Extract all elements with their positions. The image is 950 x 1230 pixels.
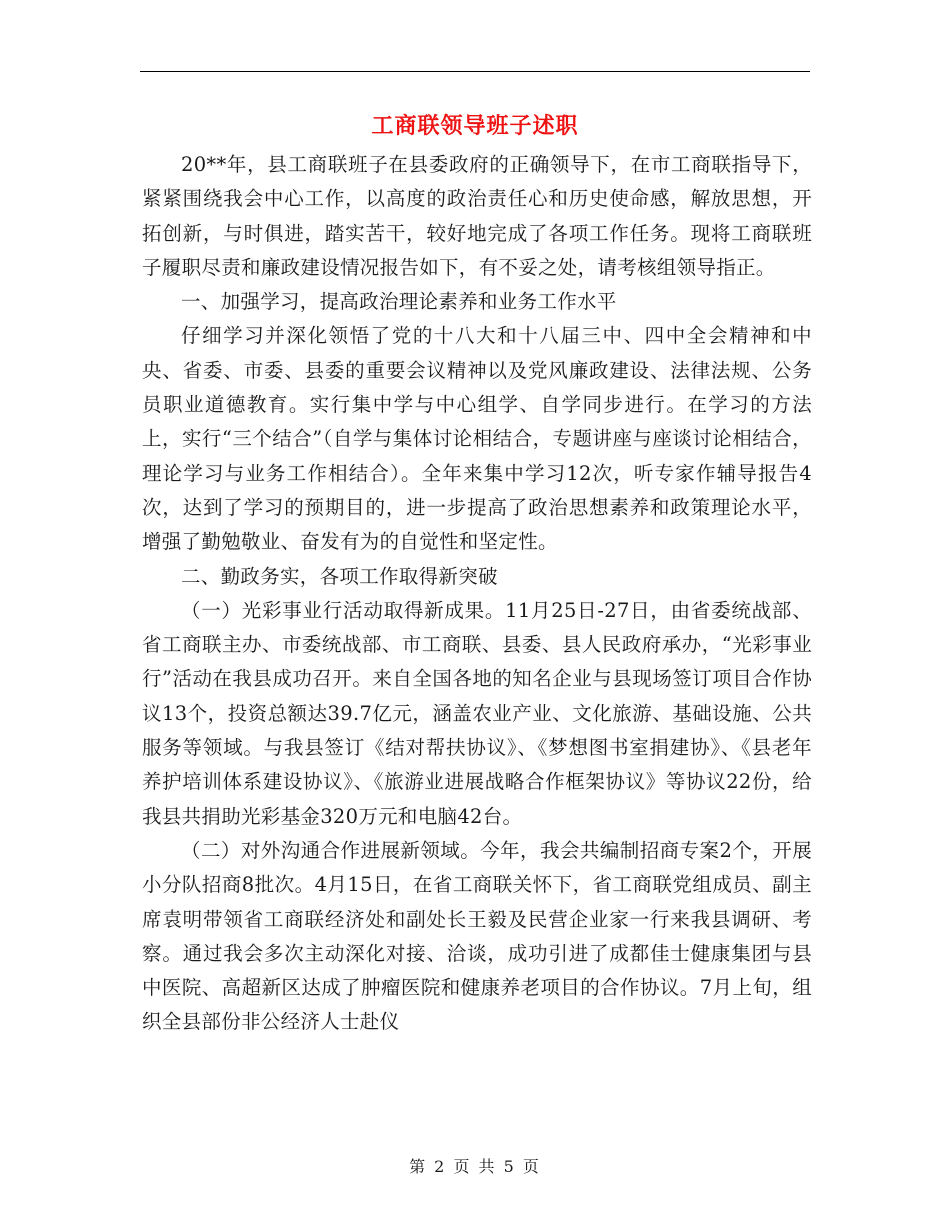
section-heading-1: 一、加强学习，提高政治理论素养和业务工作水平 [181, 290, 617, 314]
paragraph-study: 仔细学习并深化领悟了党的十八大和十八届三中、四中全会精神和中央、省委、市委、县委的重要会议精神以及党风廉政建设、法律法规、公务员职业道德教育。实行集中学与中心组学、自学同步进行。在学习的方法上，实行“三个结合”（自学与集体讨论相结合，专题讲座与座谈讨论相结合，理论学习与业务工作相结合）。全年来集中学习12次，听专家作辅导报告4次，达到了学习的预期目的，进一步提高了政治思想素养和政策理论水平，增强了勤勉敬业、奋发有为的自觉性和坚定性。 [142, 324, 812, 554]
document-body [142, 148, 812, 1040]
paragraph-guangcai: （一）光彩事业行活动取得新成果。11月25日-27日，由省委统战部、省工商联主办、市委统战部、市工商联、县委、县人民政府承办，“光彩事业行”活动在我县成功召开。来自全国各地的知名企业与县现场签订项目合作协议13个，投资总额达39.7亿元，涵盖农业产业、文化旅游、基础设施、公共服务等领域。与我县签订《结对帮扶协议》、《梦想图书室捐建协》、《县老年养护培训体系建设协议》、《旅游业进展战略合作框架协议》等协议22份，给我县共捐助光彩基金320万元和电脑42台。 [142, 598, 812, 828]
document-title: 工商联领导班子述职 [371, 113, 579, 139]
page-number-footer: 第 2 页 共 5 页 [409, 1157, 541, 1176]
paragraph-cooperation: （二）对外沟通合作进展新领域。今年，我会共编制招商专案2个，开展小分队招商8批次。4月15日，在省工商联关怀下，省工商联党组成员、副主席袁明带领省工商联经济处和副处长王毅及民营企业家一行来我县调研、考察。通过我会多次主动深化对接、洽谈，成功引进了成都佳士健康集团与县中医院、高超新区达成了肿瘤医院和健康养老项目的合作协议。7月上旬，组织全县部份非公经济人士赴仪 [142, 838, 812, 1034]
section-heading-2: 二、勤政务实，各项工作取得新突破 [181, 564, 498, 588]
paragraph-intro: 20**年，县工商联班子在县委政府的正确领导下，在市工商联指导下，紧紧围绕我会中心工作，以高度的政治责任心和历史使命感，解放思想，开拓创新，与时俱进，踏实苦干，较好地完成了各项工作任务。现将工商联班子履职尽责和廉政建设情况报告如下，有不妥之处，请考核组领导指正。 [142, 153, 812, 279]
header-rule [140, 71, 810, 72]
